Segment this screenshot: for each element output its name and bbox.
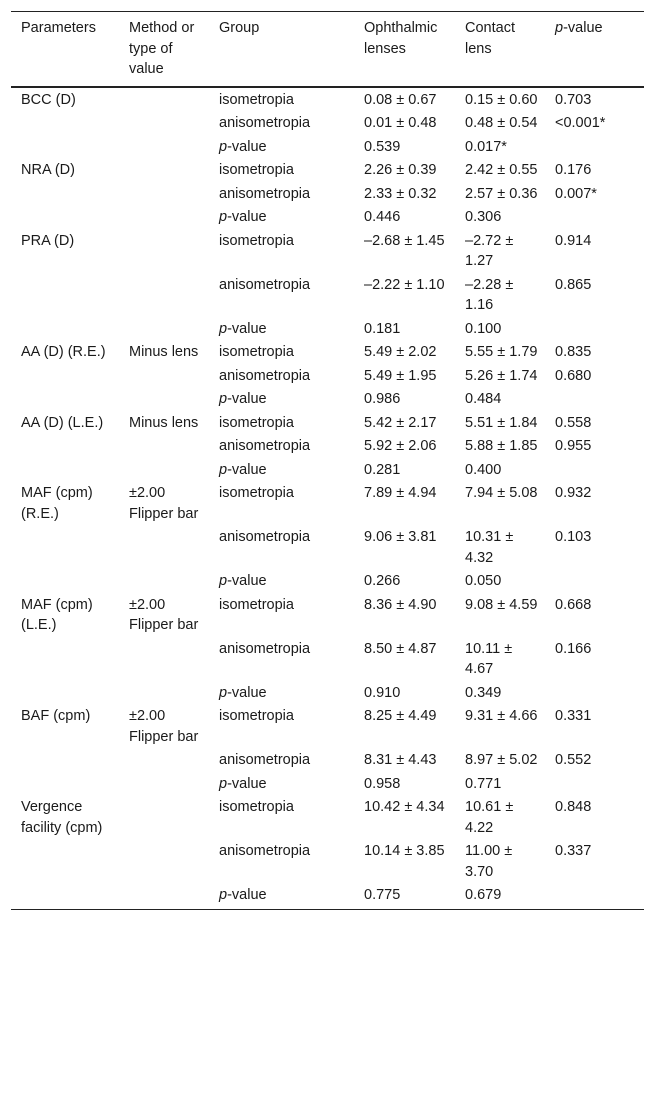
header-row (11, 12, 644, 87)
cell-group: anisometropia (219, 185, 311, 202)
p-italic: p (219, 391, 228, 407)
cell-parameter: PRA (D) (21, 232, 75, 249)
cell-parameter: NRA (D) (21, 162, 75, 178)
header-contact-lens: Contact lens (465, 20, 515, 57)
table-row (11, 87, 644, 113)
cell-method (119, 884, 209, 909)
cell-contact-lens: –2.72 ± 1.27 (465, 232, 514, 269)
cell-ophthalmic-lenses: 5.49 ± 1.95 (364, 367, 437, 384)
cell-ophthalmic-lenses: 0.08 ± 0.67 (364, 91, 437, 108)
cell-contact-lens: 8.97 ± 5.02 (465, 752, 538, 768)
cell-parameter (11, 388, 119, 412)
cell-method: ±2.00 Flipper bar (129, 596, 199, 633)
cell-ophthalmic-lenses: 2.26 ± 0.39 (364, 162, 437, 178)
cell-ophthalmic-lenses: 0.539 (364, 138, 401, 155)
cell-parameter (11, 136, 119, 160)
header-parameters: Parameters (21, 20, 96, 36)
cell-ophthalmic-lenses: 5.42 ± 2.17 (364, 414, 437, 431)
cell-group: isometropia (219, 414, 294, 431)
cell-parameter (11, 183, 119, 207)
cell-method (119, 749, 209, 773)
table-header (11, 12, 644, 87)
cell-ophthalmic-lenses: 10.14 ± 3.85 (364, 843, 445, 859)
cell-group: isometropia (219, 596, 294, 613)
cell-contact-lens: 0.100 (465, 320, 502, 337)
cell-ophthalmic-lenses: 0.01 ± 0.48 (364, 115, 437, 131)
cell-method (119, 87, 209, 113)
cell-method (119, 365, 209, 389)
cell-method (119, 318, 209, 342)
cell-ophthalmic-lenses: 10.42 ± 4.34 (364, 799, 445, 815)
cell-contact-lens: 0.017* (465, 138, 507, 155)
cell-parameter: AA (D) (R.E.) (21, 344, 106, 360)
cell-parameter (11, 459, 119, 483)
cell-method (119, 796, 209, 840)
p-italic: p (219, 461, 228, 478)
cell-parameter (11, 365, 119, 389)
p-italic: p (219, 320, 228, 337)
cell-parameter: MAF (cpm) (L.E.) (21, 596, 93, 633)
table-row (11, 594, 644, 638)
cell-ophthalmic-lenses: 0.181 (364, 320, 401, 337)
cell-group: anisometropia (219, 640, 311, 657)
cell-parameter: BCC (D) (21, 91, 76, 108)
cell-group: anisometropia (219, 276, 311, 293)
cell-contact-lens: 9.08 ± 4.59 (465, 596, 538, 613)
table-row (11, 206, 644, 230)
cell-method (119, 159, 209, 183)
cell-contact-lens: 10.11 ± 4.67 (465, 640, 513, 677)
table-row (11, 705, 644, 749)
cell-p-value: 0.007* (555, 185, 597, 202)
p-italic: p (219, 684, 228, 701)
cell-p-value: 0.552 (555, 752, 592, 768)
cell-p-value: 0.703 (555, 91, 592, 108)
header-p-rest: -value (563, 20, 603, 36)
cell-method (119, 274, 209, 318)
cell-contact-lens: 0.349 (465, 684, 502, 701)
cell-parameter (11, 274, 119, 318)
cell-method (119, 112, 209, 136)
cell-method (119, 840, 209, 884)
cell-method (119, 206, 209, 230)
cell-ophthalmic-lenses: 0.281 (364, 461, 401, 478)
cell-group: isometropia (219, 344, 294, 360)
cell-p-value: 0.865 (555, 276, 592, 293)
cell-p-value: 0.103 (555, 529, 592, 545)
table-row (11, 796, 644, 840)
table-body (11, 87, 644, 910)
cell-group: isometropia (219, 799, 294, 815)
cell-p-value: 0.914 (555, 232, 592, 249)
cell-p-value (545, 206, 644, 230)
cell-p-value: <0.001* (555, 115, 606, 131)
cell-method (119, 136, 209, 160)
cell-p-value: 0.558 (555, 414, 592, 431)
cell-ophthalmic-lenses: 8.50 ± 4.87 (364, 640, 437, 657)
cell-method (119, 388, 209, 412)
header-method: Method or type of value (129, 20, 195, 77)
cell-group: isometropia (219, 91, 294, 108)
cell-group: p-value (219, 391, 267, 407)
cell-contact-lens: 11.00 ± 3.70 (465, 843, 513, 880)
cell-ophthalmic-lenses: 5.49 ± 2.02 (364, 344, 437, 360)
table-row (11, 482, 644, 526)
cell-parameter (11, 749, 119, 773)
cell-parameter (11, 112, 119, 136)
cell-method (119, 183, 209, 207)
cell-method: Minus lens (129, 344, 199, 360)
cell-method: ±2.00 Flipper bar (129, 708, 199, 745)
cell-group: p-value (219, 775, 267, 792)
cell-p-value: 0.848 (555, 799, 592, 815)
p-italic: p (219, 573, 228, 589)
cell-ophthalmic-lenses: –2.22 ± 1.10 (364, 276, 445, 293)
cell-parameter (11, 638, 119, 682)
cell-p-value (545, 570, 644, 594)
cell-p-value (545, 136, 644, 160)
results-table (11, 11, 644, 910)
cell-p-value (545, 388, 644, 412)
header-p-value (545, 12, 644, 87)
cell-p-value: 0.337 (555, 843, 592, 859)
cell-contact-lens: 2.57 ± 0.36 (465, 185, 538, 202)
cell-method (119, 435, 209, 459)
cell-contact-lens: 5.51 ± 1.84 (465, 414, 538, 431)
cell-ophthalmic-lenses: 2.33 ± 0.32 (364, 185, 437, 202)
cell-p-value: 0.331 (555, 708, 592, 724)
cell-group: p-value (219, 320, 267, 337)
table-row (11, 682, 644, 706)
cell-ophthalmic-lenses: 7.89 ± 4.94 (364, 485, 437, 501)
cell-contact-lens: 0.771 (465, 775, 502, 792)
cell-contact-lens: 5.55 ± 1.79 (465, 344, 538, 360)
table-row (11, 840, 644, 884)
table-row (11, 526, 644, 570)
table-row (11, 341, 644, 365)
cell-method (119, 526, 209, 570)
cell-group: anisometropia (219, 752, 311, 768)
cell-p-value (545, 884, 644, 909)
cell-p-value: 0.835 (555, 344, 592, 360)
cell-contact-lens: 2.42 ± 0.55 (465, 162, 538, 178)
cell-parameter (11, 773, 119, 797)
table-row (11, 435, 644, 459)
table-row (11, 638, 644, 682)
cell-parameter (11, 206, 119, 230)
cell-method (119, 638, 209, 682)
table-row (11, 318, 644, 342)
cell-contact-lens: 0.48 ± 0.54 (465, 115, 538, 131)
cell-parameter (11, 435, 119, 459)
cell-group: isometropia (219, 708, 294, 724)
cell-contact-lens: 0.484 (465, 391, 502, 407)
cell-contact-lens: 10.61 ± 4.22 (465, 799, 514, 836)
cell-p-value (545, 773, 644, 797)
header-p-italic: p (555, 20, 564, 36)
table-row (11, 159, 644, 183)
table-row (11, 773, 644, 797)
cell-parameter (11, 884, 119, 909)
cell-p-value: 0.955 (555, 438, 592, 454)
cell-p-value (545, 682, 644, 706)
table-row (11, 230, 644, 274)
cell-method: ±2.00 Flipper bar (129, 485, 199, 522)
cell-group: p-value (219, 138, 267, 155)
cell-ophthalmic-lenses: 0.446 (364, 209, 401, 225)
cell-group: anisometropia (219, 115, 311, 131)
cell-group: isometropia (219, 232, 294, 249)
cell-contact-lens: 0.050 (465, 573, 502, 589)
table-row (11, 136, 644, 160)
cell-method: Minus lens (129, 414, 199, 431)
cell-group: anisometropia (219, 843, 311, 859)
cell-parameter (11, 570, 119, 594)
table-row (11, 112, 644, 136)
cell-ophthalmic-lenses: 8.25 ± 4.49 (364, 708, 437, 724)
header-group: Group (219, 20, 260, 36)
table-row (11, 459, 644, 483)
cell-ophthalmic-lenses: 0.910 (364, 684, 401, 701)
cell-group: p-value (219, 887, 267, 903)
table-row (11, 274, 644, 318)
cell-ophthalmic-lenses: 5.92 ± 2.06 (364, 438, 437, 454)
cell-parameter: Vergence facility (cpm) (21, 799, 103, 836)
header-ophthalmic-lenses: Ophthalmic lenses (364, 20, 438, 57)
cell-p-value (545, 459, 644, 483)
cell-p-value: 0.668 (555, 596, 592, 613)
cell-method (119, 230, 209, 274)
cell-group: p-value (219, 461, 267, 478)
cell-contact-lens: 0.15 ± 0.60 (465, 91, 538, 108)
cell-group: isometropia (219, 485, 294, 501)
cell-parameter (11, 682, 119, 706)
cell-p-value (545, 318, 644, 342)
cell-contact-lens: 0.400 (465, 461, 502, 478)
cell-contact-lens: 7.94 ± 5.08 (465, 485, 538, 501)
table-row (11, 749, 644, 773)
p-italic: p (219, 887, 228, 903)
cell-contact-lens: 10.31 ± 4.32 (465, 529, 514, 566)
cell-ophthalmic-lenses: 0.266 (364, 573, 401, 589)
cell-p-value: 0.680 (555, 367, 592, 384)
cell-parameter (11, 526, 119, 570)
cell-parameter: AA (D) (L.E.) (21, 414, 104, 431)
cell-ophthalmic-lenses: 0.958 (364, 775, 401, 792)
cell-method (119, 682, 209, 706)
cell-ophthalmic-lenses: 8.36 ± 4.90 (364, 596, 437, 613)
cell-contact-lens: 0.679 (465, 887, 502, 903)
cell-group: anisometropia (219, 367, 311, 384)
cell-ophthalmic-lenses: 9.06 ± 3.81 (364, 529, 437, 545)
table-row (11, 412, 644, 436)
p-italic: p (219, 209, 228, 225)
cell-ophthalmic-lenses: 0.775 (364, 887, 401, 903)
table-row (11, 365, 644, 389)
cell-contact-lens: 9.31 ± 4.66 (465, 708, 538, 724)
cell-group: p-value (219, 573, 267, 589)
cell-parameter (11, 840, 119, 884)
cell-group: p-value (219, 209, 267, 225)
cell-contact-lens: 0.306 (465, 209, 502, 225)
cell-parameter: BAF (cpm) (21, 708, 91, 724)
table-row (11, 388, 644, 412)
cell-ophthalmic-lenses: –2.68 ± 1.45 (364, 232, 445, 249)
p-italic: p (219, 775, 228, 792)
cell-parameter (11, 318, 119, 342)
cell-group: p-value (219, 684, 267, 701)
cell-contact-lens: –2.28 ± 1.16 (465, 276, 514, 313)
cell-contact-lens: 5.88 ± 1.85 (465, 438, 538, 454)
cell-ophthalmic-lenses: 8.31 ± 4.43 (364, 752, 437, 768)
cell-ophthalmic-lenses: 0.986 (364, 391, 401, 407)
cell-group: anisometropia (219, 438, 311, 454)
cell-contact-lens: 5.26 ± 1.74 (465, 367, 538, 384)
cell-method (119, 459, 209, 483)
cell-method (119, 773, 209, 797)
cell-group: isometropia (219, 162, 294, 178)
p-italic: p (219, 138, 228, 155)
table-row (11, 570, 644, 594)
cell-method (119, 570, 209, 594)
cell-group: anisometropia (219, 529, 311, 545)
table-row (11, 183, 644, 207)
cell-p-value: 0.166 (555, 640, 592, 657)
cell-p-value: 0.176 (555, 162, 592, 178)
cell-parameter: MAF (cpm) (R.E.) (21, 485, 93, 522)
cell-p-value: 0.932 (555, 485, 592, 501)
table-row (11, 884, 644, 909)
